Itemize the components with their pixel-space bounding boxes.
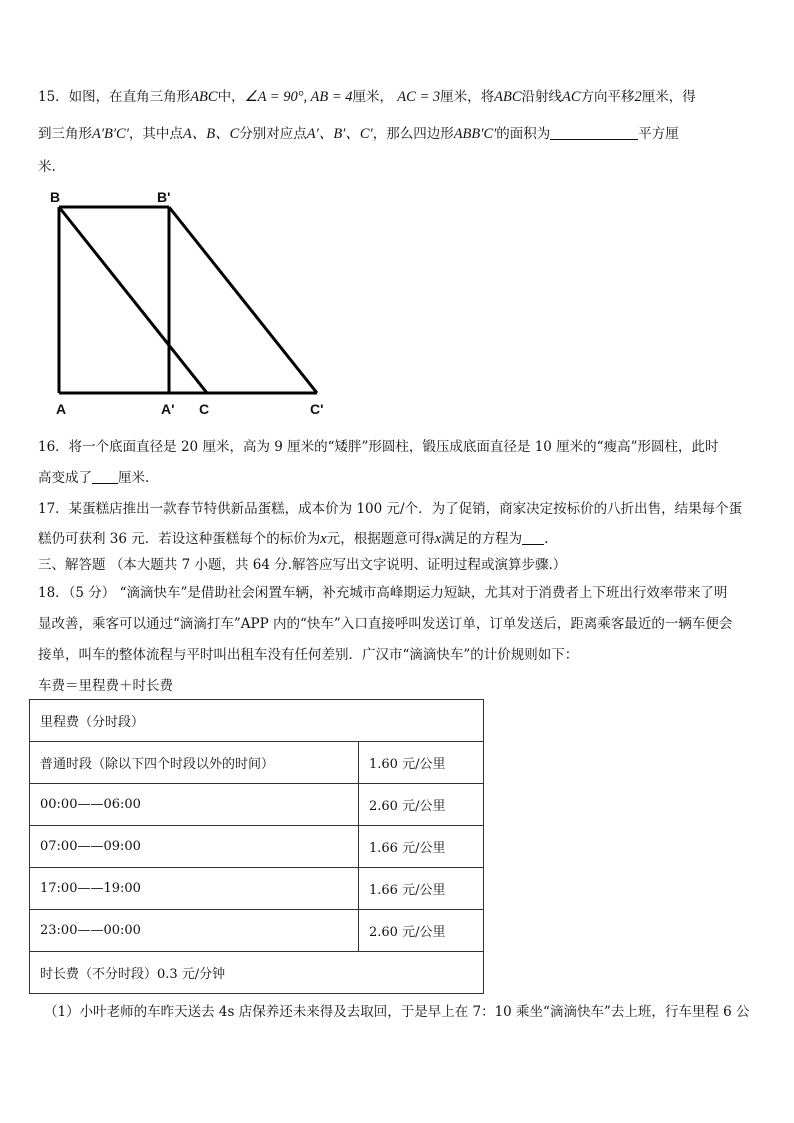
period-cell: 23:00——00:00 — [30, 910, 359, 952]
q18-sub1: （1）小叶老师的车昨天送去 4s 店保养还未来得及去取回，于是早上在 7：10 乘坐“滴滴快车”去上班，行车里程 6 公 — [44, 1004, 750, 1020]
answer-blank[interactable] — [92, 469, 118, 484]
q16-line-1: 16．将一个底面直径是 20 厘米，高为 9 厘米的“矮胖”形圆柱，锻压成底面直径是 10 厘米的“瘦高”形圆柱，此时 — [38, 439, 719, 455]
geometry-figure — [40, 186, 340, 416]
table-header-cell: 里程费（分时段） — [30, 700, 484, 742]
answer-blank[interactable] — [522, 530, 544, 545]
q18-line-1: 18．（5 分） “滴滴快车”是借助社会闲置车辆，补充城市高峰期运力短缺，尤其对于消费者上下班出行效率带来了明 — [38, 585, 728, 601]
segment-bc — [59, 207, 207, 393]
table-row — [30, 700, 484, 742]
label-b-prime: B' — [157, 189, 171, 205]
period-cell: 07:00——09:00 — [30, 826, 359, 868]
q18-line-2: 显改善，乘客可以通过“滴滴打车”APP 内的“快车”入口直接呼叫发送订单，订单发送后，距离乘客最近的一辆车便会 — [38, 616, 733, 632]
table-row — [30, 952, 484, 994]
table-row — [30, 784, 484, 826]
label-c-prime: C' — [310, 401, 324, 416]
price-cell: 2.60 元/公里 — [359, 784, 484, 826]
label-a: A — [56, 401, 67, 416]
label-a-prime: A' — [161, 401, 175, 416]
period-cell: 17:00——19:00 — [30, 868, 359, 910]
price-cell: 1.60 元/公里 — [359, 742, 484, 784]
q15-line-2: 到三角形A′B′C′，其中点A、B、C分别对应点A′、B′、C′，那么四边形ABB′C′的面积为 平方厘 — [38, 126, 679, 142]
segment-b2c2 — [169, 207, 317, 393]
price-cell: 2.60 元/公里 — [359, 910, 484, 952]
answer-blank[interactable] — [550, 125, 638, 140]
price-cell: 1.66 元/公里 — [359, 868, 484, 910]
table-row — [30, 826, 484, 868]
section-heading: 三、解答题 （本大题共 7 小题，共 64 分.解答应写出文字说明、证明过程或演算步骤.） — [38, 557, 567, 573]
table-footer-cell: 时长费（不分时段）0.3 元/分钟 — [30, 952, 484, 994]
q15-line-1: 15．如图，在直角三角形ABC中，∠A = 90°, AB = 4厘米， AC = 3厘米，将ABC沿射线AC方向平移2厘米，得 — [38, 89, 696, 105]
label-b: B — [50, 189, 61, 205]
fare-formula: 车费＝里程费＋时长费 — [38, 678, 173, 694]
q17-line-2: 糕仍可获利 36 元．若设这种蛋糕每个的标价为x元，根据题意可得x满足的方程为 . — [38, 531, 549, 547]
period-cell: 普通时段（除以下四个时段以外的时间） — [30, 742, 359, 784]
q17-line-1: 17．某蛋糕店推出一款春节特供新品蛋糕，成本价为 100 元/个．为了促销，商家决定按标价的八折出售，结果每个蛋 — [38, 501, 743, 517]
table-row — [30, 742, 484, 784]
table-row — [30, 910, 484, 952]
period-cell: 00:00——06:00 — [30, 784, 359, 826]
label-c: C — [199, 401, 210, 416]
q16-line-2: 高变成了 厘米. — [38, 470, 150, 486]
fee-table — [29, 699, 484, 994]
table-row — [30, 868, 484, 910]
price-cell: 1.66 元/公里 — [359, 826, 484, 868]
q18-line-3: 接单，叫车的整体流程与平时叫出租车没有任何差别．广汉市“滴滴快车”的计价规则如下： — [38, 647, 579, 663]
q15-line-3: 米. — [38, 159, 56, 175]
